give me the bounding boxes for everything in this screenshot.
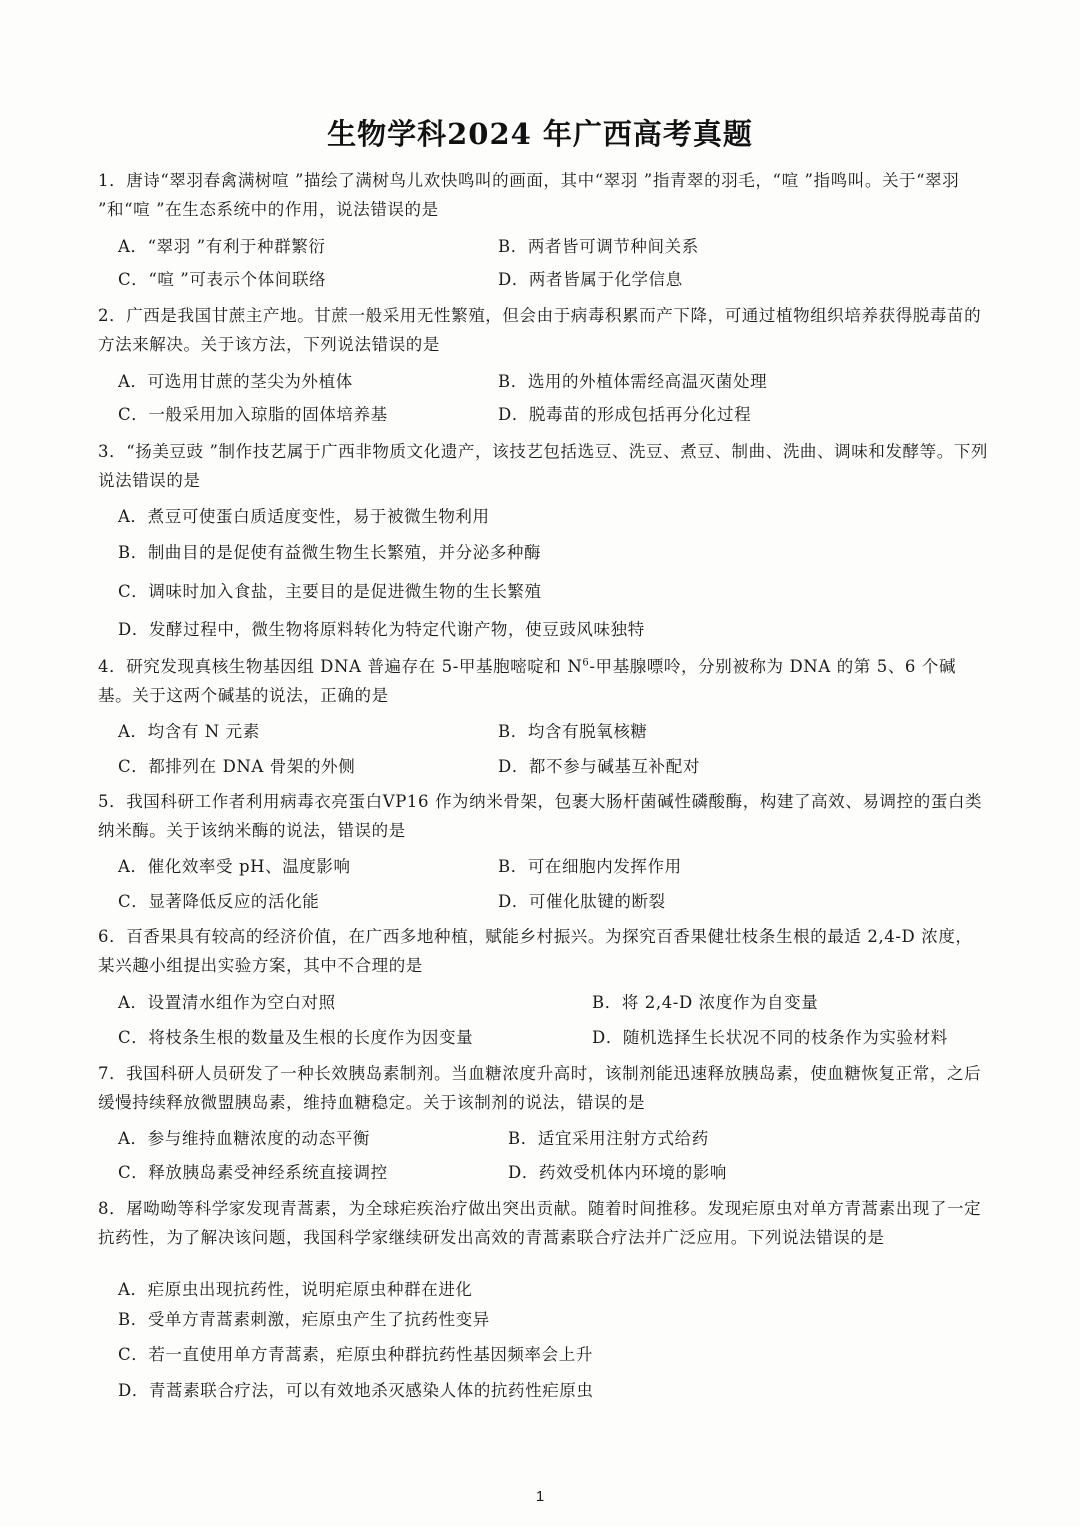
exam-title: 生物学科2024 年广西高考真题 (327, 117, 753, 151)
question-8-option-c: C．若一直使用单方青蒿素，疟原虫种群抗药性基因频率会上升 (118, 1345, 593, 1364)
question-2-option-a: A．可选用甘蔗的茎尖为外植体 (118, 372, 353, 391)
question-1-stem: 1．唐诗“翠羽春禽满树喧 ”描绘了满树鸟儿欢快鸣叫的画面，其中“翠羽 ”指青翠的羽毛，“喧 ”指鸣叫。关于“翠羽 ”和“喧 ”在生态系统中的作用，说法错误的是 (98, 171, 960, 219)
question-2-option-c: C．一般采用加入琼脂的固体培养基 (118, 405, 388, 424)
question-5-option-b: B．可在细胞内发挥作用 (498, 857, 682, 876)
question-1-option-a: A．“翠羽 ”有利于种群繁衍 (118, 237, 326, 256)
question-5-option-a: A．催化效率受 pH、温度影响 (118, 857, 351, 876)
question-6-option-a: A．设置清水组作为空白对照 (118, 993, 336, 1012)
question-4-option-b: B．均含有脱氧核糖 (498, 722, 648, 741)
question-1-option-c: C．“喧 ”可表示个体间联络 (118, 270, 327, 289)
question-5-option-c: C．显著降低反应的活化能 (118, 892, 320, 911)
question-7-option-a: A．参与维持血糖浓度的动态平衡 (118, 1129, 370, 1148)
question-8-option-d: D．青蒿素联合疗法，可以有效地杀灭感染人体的抗药性疟原虫 (118, 1381, 594, 1400)
question-1-option-b: B．两者皆可调节种间关系 (498, 237, 699, 256)
question-3-option-c: C．调味时加入食盐，主要目的是促进微生物的生长繁殖 (118, 582, 542, 601)
question-6-option-c: C．将枝条生根的数量及生根的长度作为因变量 (118, 1028, 474, 1047)
question-3-stem: 3．“扬美豆豉 ”制作技艺属于广西非物质文化遗产，该技艺包括选豆、洗豆、煮豆、制曲、洗曲、调味和发酵等。下列说法错误的是 (98, 442, 989, 490)
question-4-option-c: C．都排列在 DNA 骨架的外侧 (118, 757, 356, 776)
question-5-option-d: D．可催化肽键的断裂 (498, 892, 666, 911)
question-6-option-b: B．将 2,4-D 浓度作为自变量 (592, 993, 819, 1012)
question-8-option-a: A．疟原虫出现抗药性，说明疟原虫种群在进化 (118, 1280, 473, 1299)
question-7-stem: 7．我国科研人员研发了一种长效胰岛素制剂。当血糖浓度升高时，该制剂能迅速释放胰岛素，使血糖恢复正常，之后缓慢持续释放微盟胰岛素，维持血糖稳定。关于该制剂的说法，错误的是 (98, 1064, 982, 1112)
question-3-option-a: A．煮豆可使蛋白质适度变性，易于被微生物利用 (118, 507, 490, 526)
question-2-option-b: B．选用的外植体需经高温灭菌处理 (498, 372, 768, 391)
question-2-option-d: D．脱毒苗的形成包括再分化过程 (498, 405, 752, 424)
question-7-option-d: D．药效受机体内环境的影响 (508, 1163, 728, 1182)
question-7-option-b: B．适宜采用注射方式给药 (508, 1129, 709, 1148)
question-6-stem: 6．百香果具有较高的经济价值，在广西多地种植，赋能乡村振兴。为探究百香果健壮枝条生根的最适 2,4-D 浓度，某兴趣小组提出实验方案，其中不合理的是 (98, 927, 973, 975)
question-2-stem: 2．广西是我国甘蔗主产地。甘蔗一般采用无性繁殖，但会由于病毒积累而产下降，可通过植物组织培养获得脱毒苗的方法来解决。关于该方法，下列说法错误的是 (98, 306, 982, 354)
question-8-option-b: B．受单方青蒿素刺激，疟原虫产生了抗药性变异 (118, 1310, 490, 1329)
question-1-option-d: D．两者皆属于化学信息 (498, 270, 683, 289)
question-4-stem: 4．研究发现真核生物基因组 DNA 普遍存在 5-甲基胞嘧啶和 $N^6-$甲基腺嘌呤，分别被称为 DNA 的第 5、6 个碱基。关于这两个碱基的说法，正确的是 (98, 657, 957, 705)
question-7-option-c: C．释放胰岛素受神经系统直接调控 (118, 1163, 388, 1182)
question-4-option-a: A．均含有 N 元素 (118, 722, 260, 741)
question-8-stem: 8．屠呦呦等科学家发现青蒿素，为全球疟疾治疗做出突出贡献。随着时间推移。发现疟原虫对单方青蒿素出现了一定抗药性，为了解决该问题，我国科学家继续研发出高效的青蒿素联合疗法并广泛应用。下列说法错误的是 (98, 1199, 982, 1247)
question-3-option-b: B．制曲目的是促使有益微生物生长繁殖，并分泌多种酶 (118, 543, 542, 562)
question-4-option-d: D．都不参与碱基互补配对 (498, 757, 700, 776)
question-6-option-d: D．随机选择生长状况不同的枝条作为实验材料 (592, 1028, 948, 1047)
question-5-stem: 5．我国科研工作者利用病毒衣亮蛋白VP16 作为纳米骨架，包裹大肠杆菌碱性磷酸酶，构建了高效、易调控的蛋白类纳米酶。关于该纳米酶的说法，错误的是 (98, 792, 983, 840)
question-3-option-d: D．发酵过程中，微生物将原料转化为特定代谢产物，使豆豉风味独特 (118, 620, 645, 639)
page-number: 1 (535, 1488, 545, 1505)
